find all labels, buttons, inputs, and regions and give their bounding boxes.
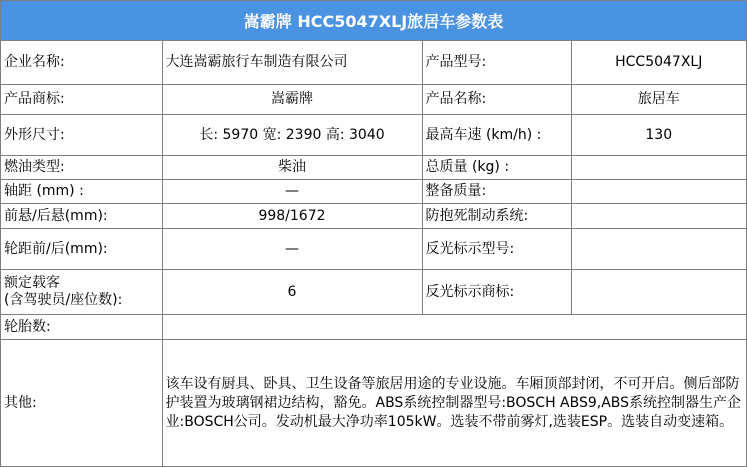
passengers-label-line1: 额定载客 — [4, 274, 60, 291]
tires-value — [162, 314, 746, 339]
passengers-label-line2: (含驾驶员/座位数): — [4, 291, 123, 308]
table-row — [1, 228, 746, 269]
gross-mass-label: 总质量 (kg) : — [422, 155, 571, 179]
table-row — [1, 339, 746, 467]
brand-label: 产品商标: — [1, 84, 162, 114]
brand-value: 嵩霸牌 — [162, 84, 422, 114]
passengers-label — [1, 269, 162, 314]
wheelbase-value: — — [162, 179, 422, 203]
model-label: 产品型号: — [422, 41, 571, 84]
abs-label: 防抱死制动系统: — [422, 203, 571, 228]
overhang-value: 998/1672 — [162, 203, 422, 228]
reflector-model-value — [571, 228, 746, 269]
sheet-title: 嵩霸牌 HCC5047XLJ旅居车参数表 — [1, 1, 746, 41]
max-speed-label: 最高车速 (km/h) : — [422, 114, 571, 155]
product-name-value: 旅居车 — [571, 84, 746, 114]
gross-mass-value — [571, 155, 746, 179]
dimensions-label: 外形尺寸: — [1, 114, 162, 155]
table-row — [1, 314, 746, 339]
table-row — [1, 41, 746, 84]
max-speed-value: 130 — [571, 114, 746, 155]
reflector-model-label: 反光标示型号: — [422, 228, 571, 269]
reflector-brand-label: 反光标示商标: — [422, 269, 571, 314]
passengers-value: 6 — [162, 269, 422, 314]
track-label: 轮距前/后(mm): — [1, 228, 162, 269]
spec-table — [1, 41, 746, 467]
other-value: 该车设有厨具、卧具、卫生设备等旅居用途的专业设施。车厢顶部封闭，不可开启。侧后部防护装置为玻璃钢裙边结构，豁免。ABS系统控制器型号:BOSCH ABS9,ABS系统控制器生产企业:BOSCH公司。发动机最大净功率105kW。选装不带前雾灯,选装ESP。选装自动变速箱。 — [162, 339, 746, 467]
curb-mass-label: 整备质量: — [422, 179, 571, 203]
company-label: 企业名称: — [1, 41, 162, 84]
table-row — [1, 203, 746, 228]
abs-value — [571, 203, 746, 228]
table-row — [1, 179, 746, 203]
wheelbase-label: 轴距 (mm) : — [1, 179, 162, 203]
reflector-brand-value — [571, 269, 746, 314]
company-value: 大连嵩霸旅行车制造有限公司 — [162, 41, 422, 84]
overhang-label: 前悬/后悬(mm): — [1, 203, 162, 228]
fuel-type-label: 燃油类型: — [1, 155, 162, 179]
track-value: — — [162, 228, 422, 269]
table-row — [1, 114, 746, 155]
table-row — [1, 84, 746, 114]
table-row — [1, 269, 746, 314]
product-name-label: 产品名称: — [422, 84, 571, 114]
tires-label: 轮胎数: — [1, 314, 162, 339]
model-value: HCC5047XLJ — [571, 41, 746, 84]
table-row — [1, 155, 746, 179]
fuel-type-value: 柴油 — [162, 155, 422, 179]
dimensions-value: 长: 5970 宽: 2390 高: 3040 — [162, 114, 422, 155]
curb-mass-value — [571, 179, 746, 203]
other-label: 其他: — [1, 339, 162, 467]
